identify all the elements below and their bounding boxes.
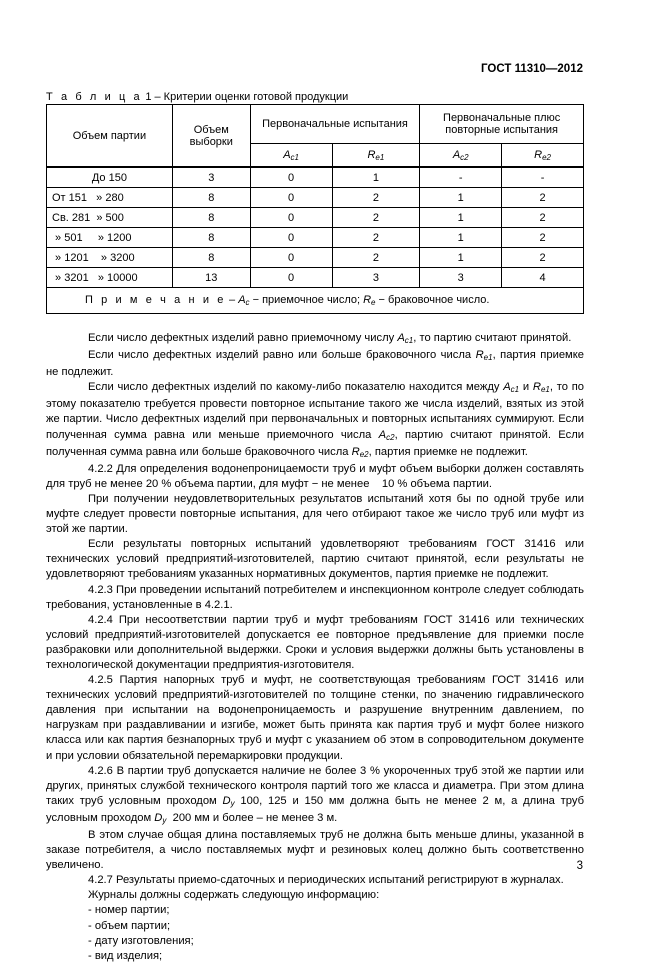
table-row	[47, 167, 584, 188]
cell-ac1: 0	[250, 248, 332, 268]
cell-ac2: 3	[420, 268, 502, 288]
cell-ac2: 1	[420, 208, 502, 228]
table-row	[47, 208, 584, 228]
table-note-row	[47, 288, 584, 314]
paragraph: 4.2.7 Результаты приемо-сдаточных и периодических испытаний регистрируют в журналах.	[88, 874, 564, 887]
paragraph: Журналы должны содержать следующую информацию:	[88, 889, 380, 902]
cell-batch: Св. 281 » 500	[47, 208, 173, 228]
cell-ac1: 0	[250, 268, 332, 288]
caption-text: 1 – Критерии оценки готовой продукции	[142, 91, 349, 103]
paragraph: 4.2.2 Для определения водонепроницаемости труб и муфт объем выборки должен составлять для труб не менее 20 % объема партии, для муфт − не менее 10 % объема партии.	[46, 462, 588, 490]
list-item: - вид изделия;	[88, 949, 163, 962]
header-re2: $R_{e2}$	[502, 144, 584, 168]
cell-sample: 13	[172, 268, 250, 288]
caption-word: Т а б л и ц а	[46, 91, 143, 103]
cell-ac2: 1	[420, 188, 502, 208]
table-note: П р и м е ч а н и е – $A_c$ − приемочное число; $R_e$ − браковочное число.	[47, 288, 584, 314]
cell-re1: 2	[332, 188, 420, 208]
cell-ac1: 0	[250, 228, 332, 248]
header-batch-size: Объем партии	[47, 105, 173, 168]
paragraph: 4.2.6 В партии труб допускается наличие не более 3 % укороченных труб этой же партии или других, принятых службой технического контроля партий того же класса и диаметра. При этом длина таких труб условным проходом $D_у$ 100, 125 и 150 мм должна быть не менее 2 м, а длина труб условным проходом $D_у$ 200 мм и более – не менее 3 м.	[46, 764, 584, 825]
cell-ac1: 0	[250, 167, 332, 188]
cell-re2: 2	[502, 188, 584, 208]
body-text	[46, 331, 588, 964]
paragraph: Если результаты повторных испытаний удовлетворяют требованиям ГОСТ 31416 или технических условий предприятий-изготовителей, партию считают принятой, если результаты не удовлетворяют требованиям указанных нормативных документов, партия приемке не подлежит.	[46, 538, 584, 581]
table-row	[47, 188, 584, 208]
list-item: - объем партии;	[88, 919, 171, 932]
cell-batch: » 1201 » 3200	[47, 248, 173, 268]
list-item: - дату изготовления;	[88, 934, 194, 947]
cell-re1: 2	[332, 208, 420, 228]
cell-sample: 8	[172, 208, 250, 228]
criteria-table	[46, 104, 584, 314]
paragraph: 4.2.3 При проведении испытаний потребителем и инспекционном контроле следует соблюдать требования, установленные в 4.2.1.	[46, 583, 584, 611]
cell-re1: 2	[332, 248, 420, 268]
table-row	[47, 248, 584, 268]
header-re1: $R_{e1}$	[332, 144, 420, 168]
header-ac1: $A_{c1}$	[250, 144, 332, 168]
table-row	[47, 228, 584, 248]
cell-sample: 3	[172, 167, 250, 188]
paragraph: Если число дефектных изделий равно или больше браковочного числа $R_{e1}$, партия приемке не подлежит.	[46, 349, 584, 379]
cell-sample: 8	[172, 228, 250, 248]
document-code: ГОСТ 11310—2012	[481, 63, 583, 75]
cell-ac2: -	[420, 167, 502, 188]
paragraph: При получении неудовлетворительных результатов испытаний хотя бы по одной трубе или муфте следует провести повторные испытания, для чего отбирают такое же число труб или муфт из этой же партии.	[46, 492, 584, 536]
header-repeat-tests: Первоначальные плюс повторные испытания	[420, 105, 584, 144]
cell-re1: 3	[332, 268, 420, 288]
page-number: 3	[576, 860, 583, 872]
cell-batch: » 501 » 1200	[47, 228, 173, 248]
header-initial-tests: Первоначальные испытания	[250, 105, 420, 144]
cell-ac2: 1	[420, 228, 502, 248]
cell-re1: 2	[332, 228, 420, 248]
cell-sample: 8	[172, 248, 250, 268]
cell-re2: 2	[502, 248, 584, 268]
paragraph: Если число дефектных изделий равно приемочному числу $A_{c1}$, то партию считают принятой.	[88, 332, 572, 345]
table-row	[47, 268, 584, 288]
cell-batch: » 3201 » 10000	[47, 268, 173, 288]
cell-re2: 2	[502, 228, 584, 248]
paragraph: 4.2.4 При несоответствии партии труб и муфт требованиям ГОСТ 31416 или технических условий предприятий-изготовителей допускается ее повторное предъявление для приемки после разбраковки или дополнительной выдержки. Сроки и условия выдержки должны быть установлены в технологической документации предприятия-изготовителя.	[46, 613, 584, 671]
cell-ac1: 0	[250, 188, 332, 208]
cell-re2: -	[502, 167, 584, 188]
paragraph: В этом случае общая длина поставляемых труб не должна быть меньше длины, указанной в заказе потребителя, а число поставляемых муфт и резиновых колец должно быть соответственно увеличено.	[46, 829, 584, 872]
paragraph: Если число дефектных изделий по какому-либо показателю находится между $A_{c1}$ и $R_{e1}$, то по этому показателю требуется провести повторное испытание такого же числа изделий, взятых из этой же партии. Число дефектных изделий при первоначальных и повторных испытаниях суммируют. Если полученная сумма равна или меньше приемочного числа $A_{c2}$, партию считают принятой. Если полученная сумма равна или больше браковочного числа $R_{e2}$, партия приемке не подлежит.	[46, 381, 585, 459]
cell-sample: 8	[172, 188, 250, 208]
list-item: - номер партии;	[88, 904, 170, 917]
cell-batch: До 150	[47, 167, 173, 188]
cell-batch: От 151 » 280	[47, 188, 173, 208]
cell-re2: 4	[502, 268, 584, 288]
table-caption	[46, 91, 348, 103]
cell-ac2: 1	[420, 248, 502, 268]
cell-ac1: 0	[250, 208, 332, 228]
header-ac2: $A_{c2}$	[420, 144, 502, 168]
cell-re1: 1	[332, 167, 420, 188]
header-sample-size: Объем выборки	[172, 105, 250, 168]
cell-re2: 2	[502, 208, 584, 228]
paragraph: 4.2.5 Партия напорных труб и муфт, не соответствующая требованиям ГОСТ 31416 или технических условий предприятий-изготовителей по толщине стенки, по значению гидравлического давления при испытании на водонепроницаемость и разрушение внутренним давлением, по нагрузкам при раздавливании и изгибе, может быть принята как партия труб и муфт более низкого класса или как партия безнапорных труб и муфт с указанием об этом в сопроводительном документе и при условии обязательной перемаркировки продукции.	[46, 674, 584, 762]
